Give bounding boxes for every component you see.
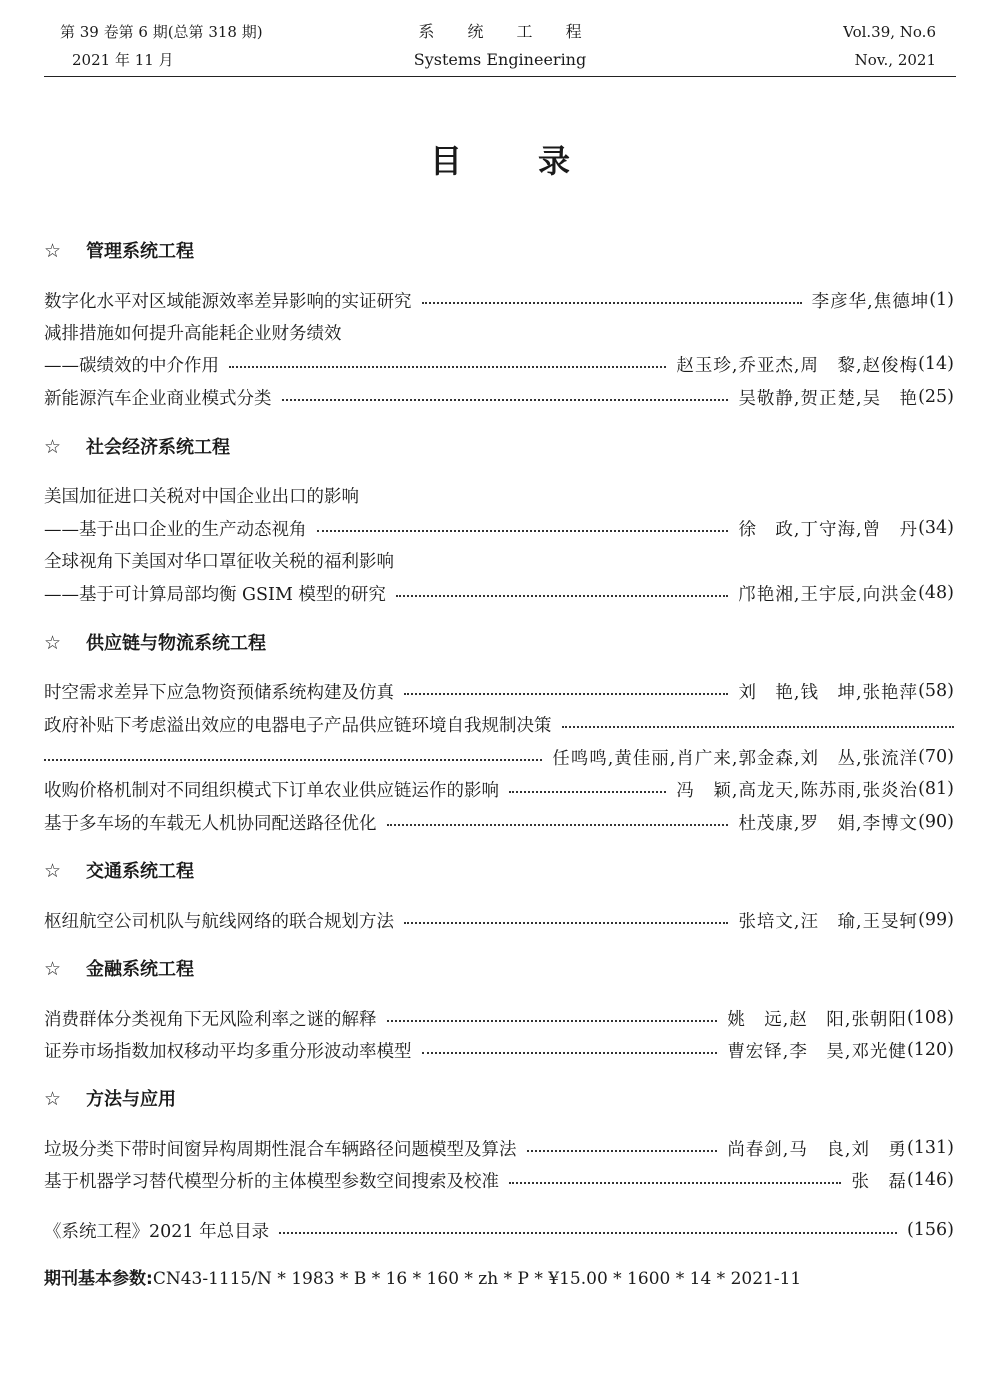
dot-leader <box>422 302 802 304</box>
article-authors: 张 磊 <box>851 1171 907 1192</box>
dot-leader <box>317 530 729 532</box>
article-authors: 赵玉珍,乔亚杰,周 黎,赵俊梅 <box>676 355 919 376</box>
star-icon: ☆ <box>44 958 62 980</box>
article-authors: 尚春剑,马 良,刘 勇 <box>727 1139 907 1160</box>
toc-entry-annual-index[interactable] <box>44 1214 954 1246</box>
section-label: 交通系统工程 <box>86 861 194 882</box>
article-subtitle: —— 碳绩效的中介作用 <box>44 352 219 377</box>
article-authors: 曹宏铎,李 昊,邓光健 <box>727 1041 907 1062</box>
toc-entry[interactable] <box>44 904 954 936</box>
dot-leader <box>509 1182 841 1184</box>
dot-leader <box>44 759 542 761</box>
article-authors: 姚 远,赵 阳,张朝阳 <box>727 1009 907 1030</box>
journal-name-en: Systems Engineering <box>413 50 587 69</box>
toc-entry[interactable] <box>44 773 954 805</box>
article-title: 全球视角下美国对华口罩征收关税的福利影响 <box>44 551 394 572</box>
section-heading <box>44 236 194 266</box>
toc-entry[interactable] <box>44 544 954 576</box>
section-heading <box>44 954 194 984</box>
star-icon: ☆ <box>44 436 62 458</box>
header-volume-issue: 第 39 卷第 6 期(总第 318 期) <box>60 23 263 41</box>
article-title: 枢纽航空公司机队与航线网络的联合规划方法 <box>44 911 394 932</box>
page-number: (70) <box>918 747 954 767</box>
article-title: 新能源汽车企业商业模式分类 <box>44 388 272 409</box>
header-month-year: Nov., 2021 <box>854 51 936 69</box>
section-label: 供应链与物流系统工程 <box>86 633 266 654</box>
page-number: (131) <box>906 1138 954 1158</box>
dot-leader <box>509 791 666 793</box>
toc-entry-continuation[interactable] <box>44 348 954 380</box>
page-number: (99) <box>918 910 954 930</box>
toc-entry-continuation[interactable] <box>44 512 954 544</box>
header-journal-name <box>44 18 956 74</box>
section-heading <box>44 856 194 886</box>
article-subtitle: —— 基于可计算局部均衡 GSIM 模型的研究 <box>44 581 386 606</box>
article-authors: 李彦华,焦德坤 <box>811 291 930 312</box>
article-title: 政府补贴下考虑溢出效应的电器电子产品供应链环境自我规制决策 <box>44 715 552 736</box>
toc-entry[interactable] <box>44 1002 954 1034</box>
page-number: (25) <box>918 387 954 407</box>
section-heading <box>44 628 266 658</box>
page-number: (34) <box>918 518 954 538</box>
dot-leader <box>404 693 728 695</box>
section-label: 管理系统工程 <box>86 241 194 262</box>
toc-entry[interactable] <box>44 806 954 838</box>
page-number: (58) <box>918 681 954 701</box>
dot-leader <box>282 399 729 401</box>
journal-name-cn: 系 统 工 程 <box>418 22 596 41</box>
article-authors: 杜茂康,罗 娟,李博文 <box>738 813 919 834</box>
journal-parameters <box>44 1264 801 1294</box>
page-number: (146) <box>906 1170 954 1190</box>
article-title: 垃圾分类下带时间窗异构周期性混合车辆路径问题模型及算法 <box>44 1139 517 1160</box>
article-title: 证券市场指数加权移动平均多重分形波动率模型 <box>44 1041 412 1062</box>
page-number: (1) <box>929 290 954 310</box>
dot-leader <box>279 1232 897 1234</box>
header-volume-en <box>843 18 936 74</box>
article-title: 美国加征进口关税对中国企业出口的影响 <box>44 486 359 507</box>
toc-entry[interactable] <box>44 479 954 511</box>
article-title: 收购价格机制对不同组织模式下订单农业供应链运作的影响 <box>44 780 499 801</box>
toc-entry[interactable] <box>44 675 954 707</box>
section-heading <box>44 432 230 462</box>
section-label: 方法与应用 <box>86 1089 176 1110</box>
page-title: 目录 <box>429 142 646 180</box>
dot-leader <box>404 922 728 924</box>
toc-entry[interactable] <box>44 1132 954 1164</box>
params-value: CN43-1115/N * 1983 * B * 16 * 160 * zh * P * ¥15.00 * 1600 * 14 * 2021-11 <box>152 1269 802 1289</box>
star-icon: ☆ <box>44 632 62 654</box>
toc-entry[interactable] <box>44 1034 954 1066</box>
article-subtitle: —— 基于出口企业的生产动态视角 <box>44 516 307 541</box>
running-header <box>44 14 956 77</box>
article-authors: 刘 艳,钱 坤,张艳萍 <box>738 682 919 703</box>
star-icon: ☆ <box>44 860 62 882</box>
toc-entry[interactable] <box>44 316 954 348</box>
dot-leader <box>396 595 729 597</box>
toc-entry[interactable] <box>44 381 954 413</box>
article-title: 减排措施如何提升高能耗企业财务绩效 <box>44 323 342 344</box>
header-date: 2021 年 11 月 <box>72 51 174 69</box>
dot-leader <box>527 1150 718 1152</box>
article-authors: 吴敬静,贺正楚,吴 艳 <box>738 388 919 409</box>
article-authors: 徐 政,丁守海,曾 丹 <box>738 519 919 540</box>
dot-leader <box>562 726 955 728</box>
page-number: (48) <box>918 583 954 603</box>
star-icon: ☆ <box>44 240 62 262</box>
section-heading <box>44 1084 176 1114</box>
params-label: 期刊基本参数: <box>44 1269 153 1289</box>
toc-entry[interactable] <box>44 1164 954 1196</box>
article-title: 基于机器学习替代模型分析的主体模型参数空间搜索及校准 <box>44 1171 499 1192</box>
article-title: 数字化水平对区域能源效率差异影响的实证研究 <box>44 291 412 312</box>
dot-leader <box>229 366 666 368</box>
page-number: (120) <box>906 1040 954 1060</box>
article-title: 时空需求差异下应急物资预储系统构建及仿真 <box>44 682 394 703</box>
toc-entry-continuation[interactable] <box>44 577 954 609</box>
article-authors: 邝艳湘,王宇辰,向洪金 <box>738 584 919 605</box>
dot-leader <box>422 1052 718 1054</box>
star-icon: ☆ <box>44 1088 62 1110</box>
toc-entry[interactable] <box>44 708 954 740</box>
dot-leader <box>387 824 729 826</box>
toc-entry-continuation[interactable] <box>44 741 954 773</box>
annual-index-title: 《系统工程》2021 年总目录 <box>44 1221 270 1242</box>
toc-entry[interactable] <box>44 284 954 316</box>
dot-leader <box>387 1020 718 1022</box>
section-label: 社会经济系统工程 <box>86 437 230 458</box>
page-number: (81) <box>918 779 954 799</box>
page-number: (14) <box>918 354 954 374</box>
article-authors: 任鸣鸣,黄佳丽,肖广来,郭金森,刘 丛,张流洋 <box>552 748 919 769</box>
article-authors: 张培文,汪 瑜,王旻轲 <box>738 911 919 932</box>
section-label: 金融系统工程 <box>86 959 194 980</box>
page-number: (90) <box>918 812 954 832</box>
page-number: (156) <box>906 1220 954 1240</box>
header-vol-no: Vol.39, No.6 <box>843 23 936 41</box>
article-authors: 冯 颖,高龙天,陈苏雨,张炎治 <box>676 780 919 801</box>
page-number: (108) <box>906 1008 954 1028</box>
article-title: 消费群体分类视角下无风险利率之谜的解释 <box>44 1009 377 1030</box>
article-title: 基于多车场的车载无人机协同配送路径优化 <box>44 813 377 834</box>
